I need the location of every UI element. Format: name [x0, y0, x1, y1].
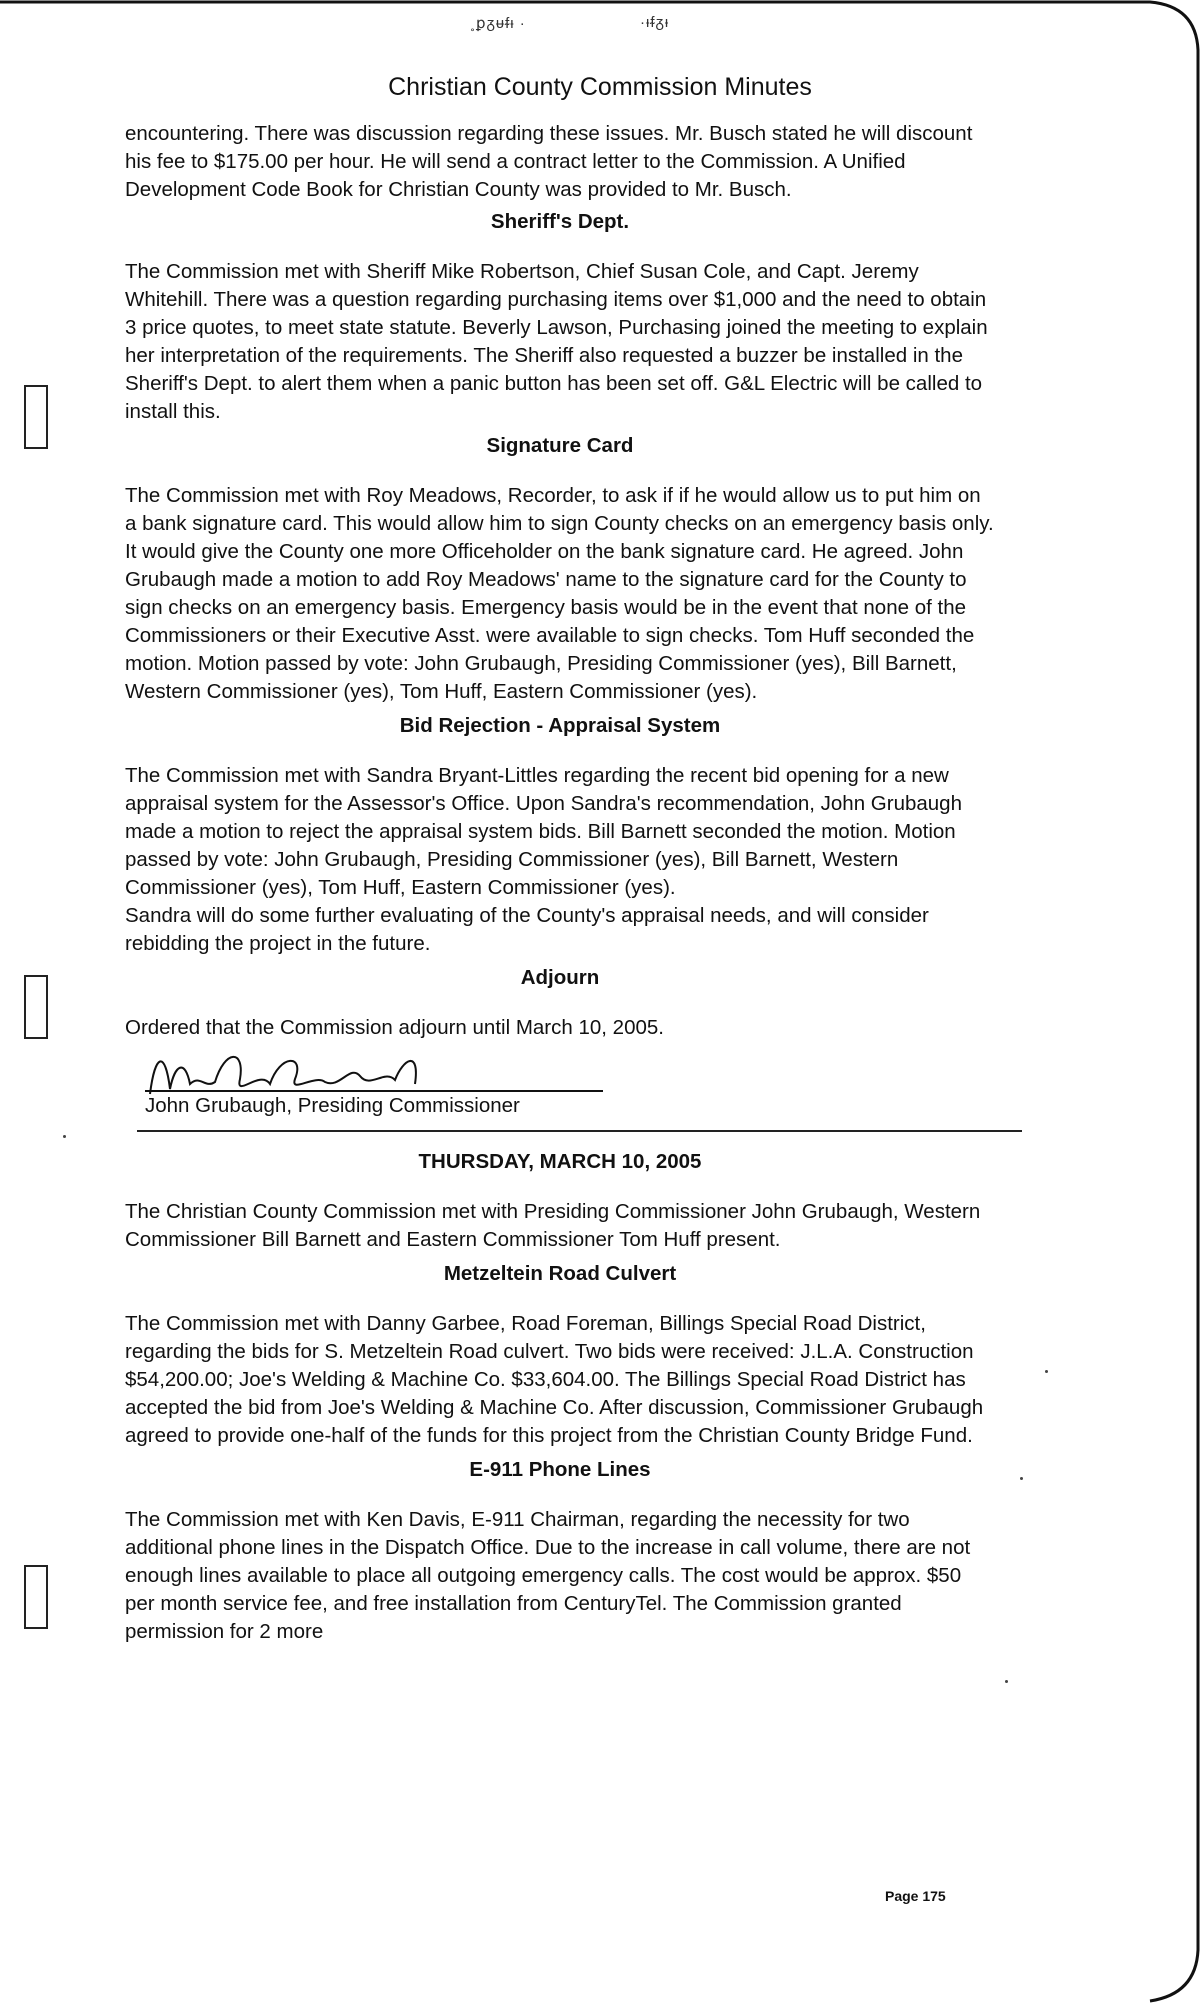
- margin-bracket-1: [24, 385, 48, 449]
- section-paragraph: encountering. There was discussion regarding these issues. Mr. Busch stated he will discount his fee to $175.00 per hour. He will send a contract letter to the Commission. A Unified Development Code Book for Christian County was provided to Mr. Busch.: [125, 122, 973, 201]
- minutes-body: [125, 120, 995, 1646]
- section-heading-sheriffs-dept: Sheriff's Dept.: [490, 210, 630, 233]
- section-paragraph: The Commission met with Sandra Bryant-Littles regarding the recent bid opening for a new appraisal system for the Assessor's Office. Upon Sandra's recommendation, John Grubaugh made a motion to reject the appraisal system bids. Bill Barnett seconded the motion. Motion passed by vote: John Grubaugh, Presiding Commissioner (yes), Bill Barnett, Western Commissioner (yes), Tom Huff, Eastern Commissioner (yes).: [125, 764, 962, 899]
- signature-line: [145, 1090, 603, 1092]
- page-title: Christian County Commission Minutes: [388, 73, 812, 101]
- section-paragraph: The Commission met with Roy Meadows, Recorder, to ask if if he would allow us to put him on a bank signature card. This would allow him to sign County checks on an emergency basis only. It would give the County one more Officeholder on the bank signature card. He agreed. John Grubaugh made a motion to add Roy Meadows' name to the signature card for the County to sign checks on an emergency basis. Emergency basis would be in the event that none of the Commissioners or their Executive Asst. were available to sign checks. Tom Huff seconded the motion. Motion passed by vote: John Grubaugh, Presiding Commissioner (yes), Bill Barnett, Western Commissioner (yes), Tom Huff, Eastern Commissioner (yes).: [125, 484, 994, 703]
- section-paragraph: Ordered that the Commission adjourn until March 10, 2005.: [125, 1016, 664, 1039]
- section-heading-metzeltein: Metzeltein Road Culvert: [443, 1262, 677, 1285]
- signature-caption: John Grubaugh, Presiding Commissioner: [145, 1094, 520, 1117]
- scan-speck: [1045, 1370, 1048, 1373]
- section-paragraph: Sandra will do some further evaluating of the County's appraisal needs, and will consider rebidding the project in the future.: [125, 904, 929, 955]
- scan-smudge-left: ˳ꝑᵹᵾᵮᵼ ·: [470, 15, 526, 32]
- scan-speck: [63, 1135, 66, 1138]
- section-heading-adjourn: Adjourn: [520, 966, 600, 989]
- section-heading-bid-rejection: Bid Rejection - Appraisal System: [399, 714, 721, 737]
- scan-speck: [1005, 1680, 1008, 1683]
- section-paragraph: The Commission met with Ken Davis, E-911 Chairman, regarding the necessity for two additional phone lines in the Dispatch Office. Due to the increase in call volume, there are not enough lines available to place all outgoing emergency calls. The cost would be approx. $50 per month service fee, and free installation from CenturyTel. The Commission granted permission for 2 more: [125, 1508, 971, 1643]
- section-heading-signature-card: Signature Card: [486, 434, 634, 457]
- section-heading-e911: E-911 Phone Lines: [469, 1458, 651, 1481]
- margin-bracket-2: [24, 975, 48, 1039]
- scan-smudge-right: ·ᵼᵮᵹᵻ: [640, 14, 670, 31]
- day-intro: The Christian County Commission met with Presiding Commissioner John Grubaugh, Western Commissioner Bill Barnett and Eastern Commissioner Tom Huff present.: [125, 1200, 981, 1251]
- day-divider: [137, 1130, 1022, 1132]
- signature-block: [125, 1050, 995, 1132]
- section-paragraph: The Commission met with Sheriff Mike Robertson, Chief Susan Cole, and Capt. Jeremy Whitehill. There was a question regarding purchasing items over $1,000 and the need to obtain 3 price quotes, to meet state statute. Beverly Lawson, Purchasing joined the meeting to explain her interpretation of the requirements. The Sheriff also requested a buzzer be installed in the Sheriff's Dept. to alert them when a panic button has been set off. G&L Electric will be called to install this.: [125, 260, 988, 423]
- section-paragraph: The Commission met with Danny Garbee, Road Foreman, Billings Special Road District, regarding the bids for S. Metzeltein Road culvert. Two bids were received: J.L.A. Construction $54,200.00; Joe's Welding & Machine Co. $33,604.00. The Billings Special Road District has accepted the bid from Joe's Welding & Machine Co. After discussion, Commissioner Grubaugh agreed to provide one-half of the funds for this project from the Christian County Bridge Fund.: [125, 1312, 984, 1447]
- page-number: Page 175: [885, 1888, 946, 1904]
- day-heading: THURSDAY, MARCH 10, 2005: [418, 1150, 702, 1173]
- scan-speck: [1020, 1477, 1023, 1480]
- margin-bracket-3: [24, 1565, 48, 1629]
